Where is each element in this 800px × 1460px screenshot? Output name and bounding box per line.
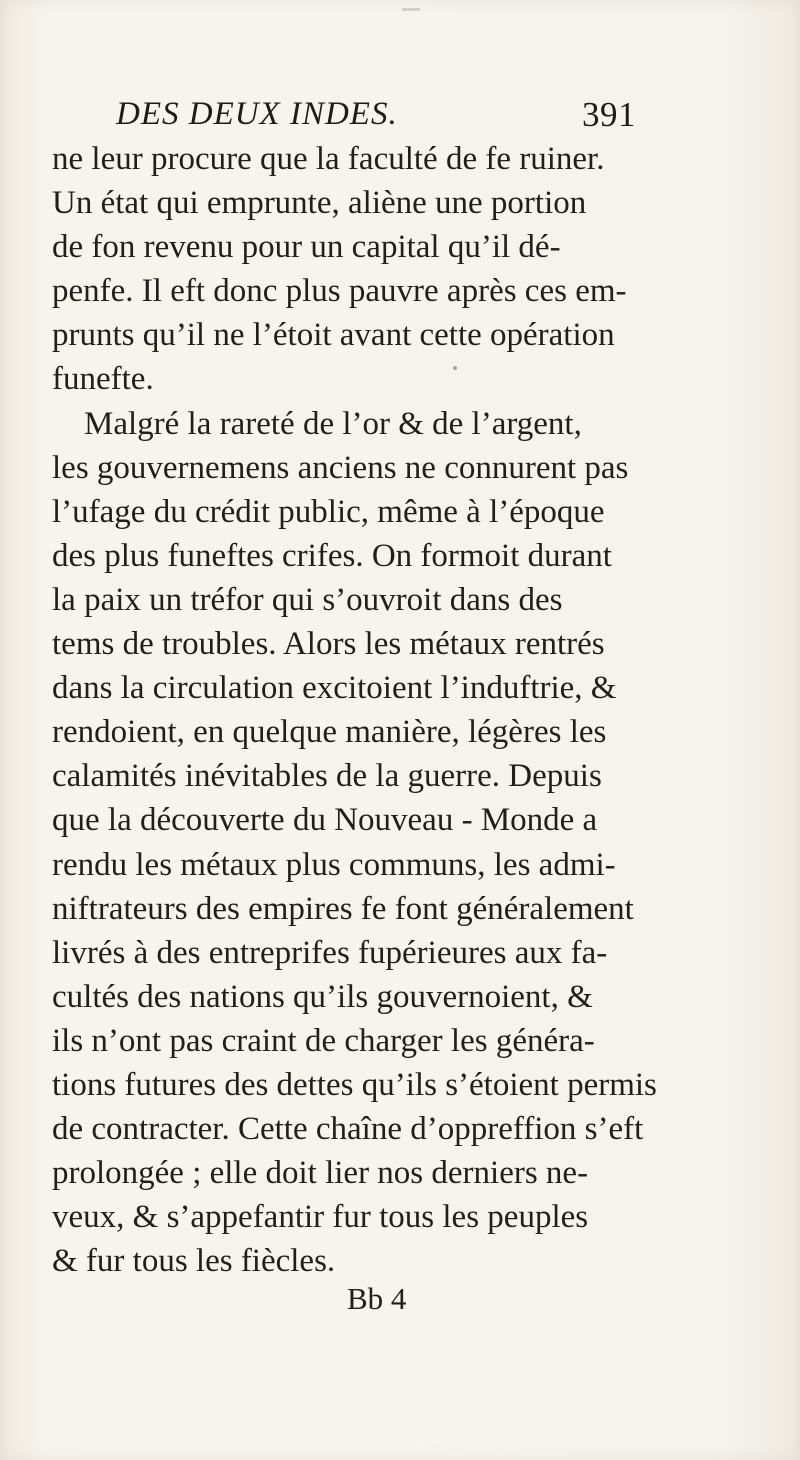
signature-mark: Bb 4 bbox=[347, 1281, 407, 1316]
text-line: prolongée ; elle doit lier nos derniers ne- bbox=[52, 1155, 589, 1192]
text-line: ne leur procure que la faculté de fe ruiner. bbox=[52, 141, 605, 177]
text-line: prunts qu’il ne l’étoit avant cette opération bbox=[52, 317, 615, 354]
paragraph-first-line: Malgré la rareté de l’or & de l’argent, bbox=[84, 405, 582, 442]
text-line: de fon revenu pour un capital qu’il dé- bbox=[52, 229, 561, 266]
text-line: la paix un tréfor qui s’ouvroit dans des bbox=[52, 581, 563, 618]
text-line: cultés des nations qu’ils gouvernoient, & bbox=[52, 978, 593, 1015]
text-line: veux, & s’appefantir fur tous les peuples bbox=[52, 1199, 589, 1236]
text-line: penfe. Il eft donc plus pauvre après ces em- bbox=[52, 273, 627, 310]
text-line: dans la circulation excitoient l’induftrie, & bbox=[52, 670, 617, 707]
body-text bbox=[52, 137, 767, 1283]
text-line: funefte. bbox=[52, 361, 154, 398]
text-line: livrés à des entreprifes fupérieures aux fa- bbox=[52, 934, 608, 971]
text-line: l’ufage du crédit public, même à l’époque bbox=[52, 493, 605, 530]
text-line: tems de troubles. Alors les métaux rentrés bbox=[52, 626, 605, 663]
text-line: calamités inévitables de la guerre. Depuis bbox=[52, 758, 602, 795]
page-number: 391 bbox=[582, 95, 636, 134]
text-line: niftrateurs des empires fe font généralement bbox=[52, 890, 634, 927]
text-line: de contracter. Cette chaîne d’oppreffion s’eft bbox=[52, 1111, 644, 1148]
text-line: les gouvernemens anciens ne connurent pas bbox=[52, 449, 629, 486]
running-head: DES DEUX INDES. bbox=[116, 96, 398, 132]
top-margin-mark bbox=[402, 8, 420, 11]
text-line: que la découverte du Nouveau - Monde a bbox=[52, 802, 598, 839]
text-line: des plus funeftes crifes. On formoit durant bbox=[52, 537, 612, 574]
text-line: rendu les métaux plus communs, les admi- bbox=[52, 846, 616, 883]
text-line: tions futures des dettes qu’ils s’étoient permis bbox=[52, 1066, 657, 1103]
page-header bbox=[112, 92, 692, 140]
text-line: rendoient, en quelque manière, légères les bbox=[52, 714, 607, 751]
text-line: & fur tous les fiècles. bbox=[52, 1243, 336, 1280]
text-line: Un état qui emprunte, aliène une portion bbox=[52, 185, 587, 222]
text-line: ils n’ont pas craint de charger les généra- bbox=[52, 1022, 595, 1059]
